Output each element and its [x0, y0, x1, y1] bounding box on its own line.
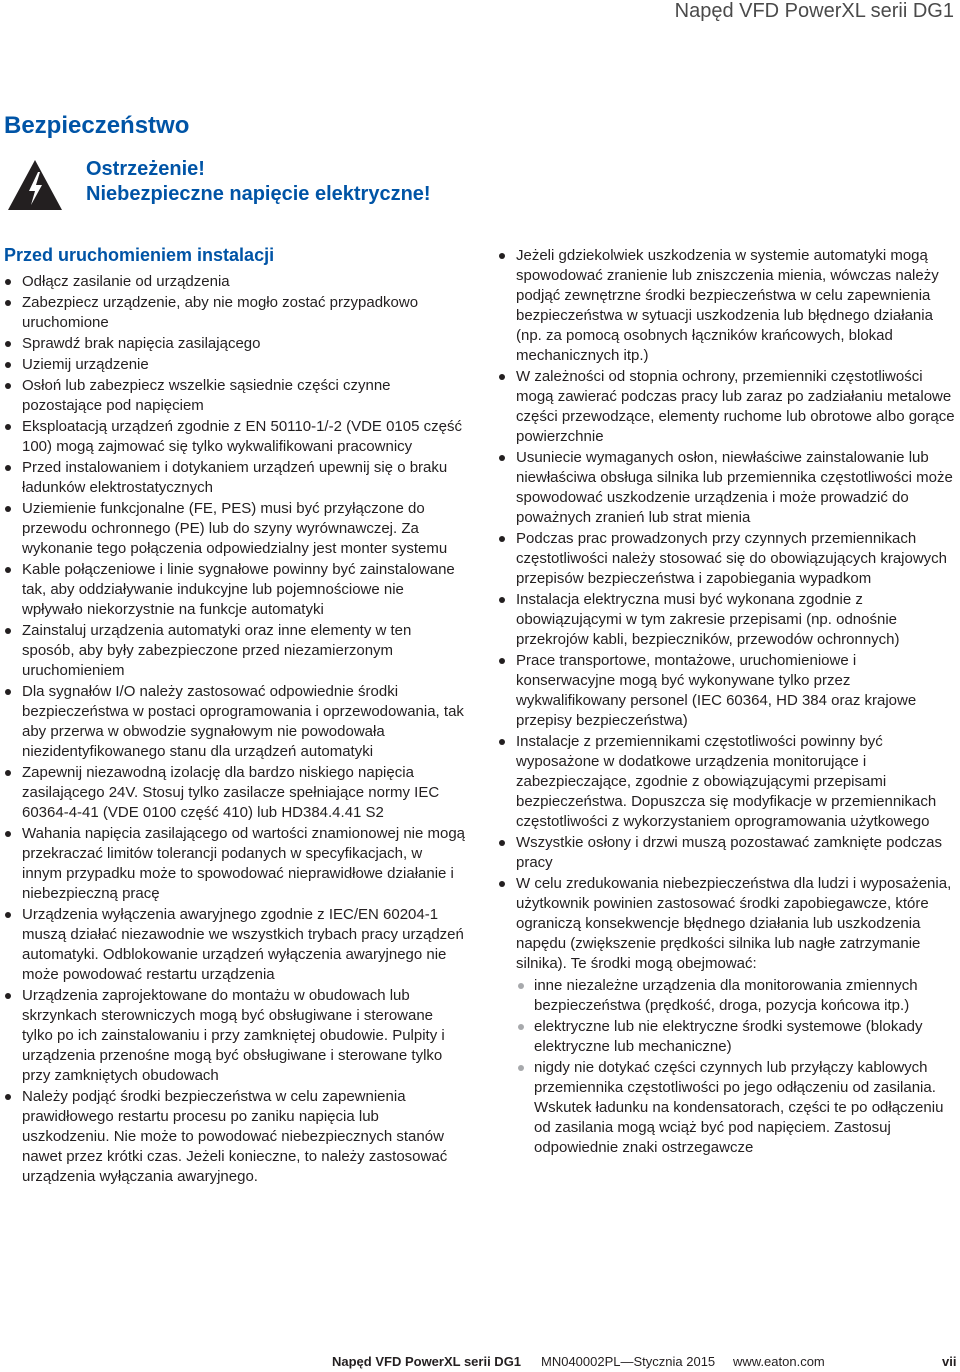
warning-block: [6, 152, 566, 222]
list-item: Dla sygnałów I/O należy zastosować odpowiednie środki bezpieczeństwa w postaci oprogramowania i oprzewodowania, tak aby przerwa w obwodzie sygnałowym nie powodowała niezidentyfikowanego stanu dla urządzeń automatyki: [4, 682, 466, 762]
list-item: Urządzenia zaprojektowane do montażu w obudowach lub skrzynkach sterowniczych mogą być obsługiwane i sterowane tylko po ich zainstalowaniu i przy zamkniętej obudowie. Pulpity i urządzenia przenośne mogą być obsługiwane i sterowane tylko przy zamkniętych obudowach: [4, 986, 466, 1086]
sub-list-item: inne niezależne urządzenia dla monitorowania zmiennych bezpieczeństwa (prędkość, droga, pozycja końcowa itp.): [516, 976, 959, 1016]
list-item: Wahania napięcia zasilającego od wartości znamionowej nie mogą przekraczać limitów tolerancji podanych w specyfikacjach, w innym przypadku może to spowodować nieprawidłowe działanie i niebezpieczną pracę: [4, 824, 466, 904]
sub-list-item: nigdy nie dotykać części czynnych lub przyłączy kablowych przemiennika częstotliwości po jego odłączeniu od zasilania. Wskutek ładunku na kondensatorach, części te po odłączeniu od zasilania mogą wciąż być pod napięciem. Zastosuj odpowiednie znaki ostrzegawcze: [516, 1058, 959, 1158]
list-item: Zapewnij niezawodną izolację dla bardzo niskiego napięcia zasilającego 24V. Stosuj tylko zasilacze spełniające normy IEC 60364-4-41 (VDE 0100 część 410) lub HD384.4.41 S2: [4, 763, 466, 823]
footer-website: www.eaton.com: [733, 1354, 825, 1369]
list-item: Uziemienie funkcjonalne (FE, PES) musi być przyłączone do przewodu ochronnego (PE) lub do szyny wyrównawczej. Za wykonanie tego połączenia odpowiedzialny jest monter systemu: [4, 499, 466, 559]
section-title: Bezpieczeństwo: [4, 112, 190, 139]
list-item: [498, 874, 959, 1158]
list-item: Instalacje z przemiennikami częstotliwości powinny być wyposażone w dodatkowe urządzenia monitorujące i zabezpieczające, zgodnie z obowiązującymi przepisami bezpieczeństwa. Dopuszcza się modyfikacje w przemiennikach częstotliwości z wykorzystaniem oprogramowania użytkowego: [498, 732, 959, 832]
list-item: Instalacja elektryczna musi być wykonana zgodnie z obowiązującymi w tym zakresie przepisami (np. odnośnie przekrojów kabli, bezpieczników, przewodów ochronnych): [498, 590, 959, 650]
right-column: [498, 246, 959, 1159]
footer-title: Napęd VFD PowerXL serii DG1: [332, 1354, 522, 1369]
sub-bullet-list: [516, 976, 959, 1158]
warning-text: [86, 157, 431, 207]
list-item: Podczas prac prowadzonych przy czynnych przemiennikach częstotliwości należy stosować się do obowiązujących krajowych przepisów bezpieczeństwa i zapobiegania wypadkom: [498, 529, 959, 589]
list-item: Eksploatacją urządzeń zgodnie z EN 50110-1/-2 (VDE 0105 część 100) mogą zajmować się tylko wykwalifikowani pracownicy: [4, 417, 466, 457]
list-item: Sprawdź brak napięcia zasilającego: [4, 334, 466, 354]
header-title: Napęd VFD PowerXL serii DG1: [674, 0, 954, 22]
sub-list-item: elektryczne lub nie elektryczne środki systemowe (blokady elektryczne lub mechaniczne): [516, 1017, 959, 1057]
left-bullet-list: [4, 272, 466, 1187]
list-item: Jeżeli gdziekolwiek uszkodzenia w systemie automatyki mogą spowodować zranienie lub zniszczenia mienia, wówczas należy podjąć zewnętrzne środki bezpieczeństwa w celu zapewnienia bezpieczeństwa w sytuacji uszkodzenia lub błędnego działania (np. za pomocą osobnych łączników krańcowych, blokad mechanicznych itp.): [498, 246, 959, 366]
warning-line-2: Niebezpieczne napięcie elektryczne!: [86, 183, 431, 205]
list-item: Prace transportowe, montażowe, uruchomieniowe i konserwacyjne mogą być wykonywane tylko przez wykwalifikowany personel (IEC 60364, HD 384 oraz krajowe przepisy bezpieczeństwa): [498, 651, 959, 731]
list-item: Osłoń lub zabezpiecz wszelkie sąsiednie części czynne pozostające pod napięciem: [4, 376, 466, 416]
left-subtitle: Przed uruchomieniem instalacji: [4, 245, 275, 265]
list-item: Należy podjąć środki bezpieczeństwa w celu zapewnienia prawidłowego restartu procesu po zaniku napięcia lub uszkodzeniu. Nie może to powodować niebezpiecznych stanów nawet przez krótki czas. Jeżeli konieczne, to należy zastosować urządzenia wyłączania awaryjnego.: [4, 1087, 466, 1187]
list-item: Usuniecie wymaganych osłon, niewłaściwe zainstalowanie lub niewłaściwa obsługa silnika lub przemiennika częstotliwości może spowodować uszkodzenie urządzenia i może prowadzić do poważnych zranień lub strat mienia: [498, 448, 959, 528]
right-bullet-list: [498, 246, 959, 1158]
left-column: [4, 244, 466, 1188]
list-item: Kable połączeniowe i linie sygnałowe powinny być zainstalowane tak, aby oddziaływanie indukcyjne lub pojemnościowe nie wpływało niekorzystnie na funkcje automatyki: [4, 560, 466, 620]
high-voltage-warning-icon: [6, 158, 64, 214]
list-item: Odłącz zasilanie od urządzenia: [4, 272, 466, 292]
page-number: vii: [942, 1354, 957, 1369]
list-item: Zainstaluj urządzenia automatyki oraz inne elementy w ten sposób, aby były zabezpieczone przed niezamierzonym uruchomieniem: [4, 621, 466, 681]
list-item: Wszystkie osłony i drzwi muszą pozostawać zamknięte podczas pracy: [498, 833, 959, 873]
list-item: Uziemij urządzenie: [4, 355, 466, 375]
list-item: Urządzenia wyłączenia awaryjnego zgodnie z IEC/EN 60204-1 muszą działać niezawodnie we wszystkich trybach pracy urządzeń automatyki. Odblokowanie urządzeń wyłączenia awaryjnego nie może powodować restartu urządzenia: [4, 905, 466, 985]
list-item: W zależności od stopnia ochrony, przemienniki częstotliwości mogą zawierać podczas pracy lub zaraz po zadziałaniu metalowe części przewodzące, elementy ruchome lub obrotowe albo gorące powierzchnie: [498, 367, 959, 447]
list-item: Zabezpiecz urządzenie, aby nie mogło zostać przypadkowo uruchomione: [4, 293, 466, 333]
footer-document-code: MN040002PL—Stycznia 2015: [541, 1354, 716, 1369]
list-item: Przed instalowaniem i dotykaniem urządzeń upewnij się o braku ładunków elektrostatycznych: [4, 458, 466, 498]
warning-line-1: Ostrzeżenie!: [86, 158, 205, 180]
list-item-text: W celu zredukowania niebezpieczeństwa dla ludzi i wyposażenia, użytkownik powinien zastosować środki zapobiegawcze, które ograniczą konsekwencje błędnego działania lub uszkodzenia napędu (zwiększenie prędkości silnika lub nagłe zatrzymanie silnika). Te środki mogą obejmować:: [516, 875, 952, 972]
